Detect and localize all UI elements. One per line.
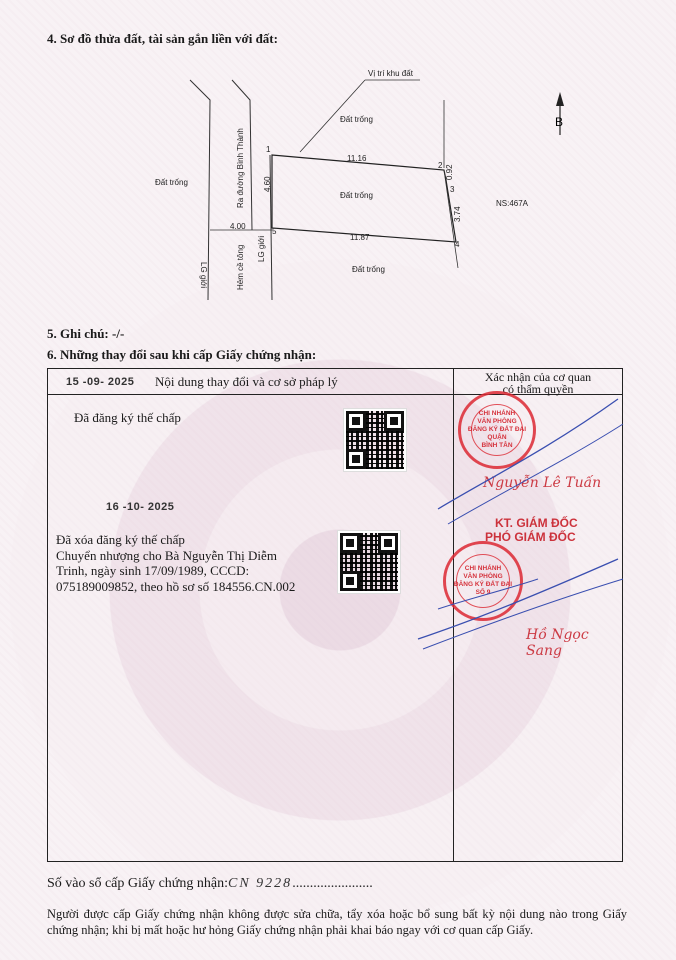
qr-code-2 — [338, 531, 400, 593]
svg-text:Đất trống: Đất trống — [340, 115, 373, 124]
svg-text:LG giới: LG giới — [257, 235, 266, 262]
north-label: B — [555, 115, 564, 129]
svg-text:3: 3 — [450, 185, 455, 194]
certificate-notice: Người được cấp Giấy chứng nhận không được sửa chữa, tẩy xóa hoặc bổ sung bất kỳ nội dung nào trong Giấy chứng nhận; khi bị mất hoặc hư hỏng Giấy chứng nhận phải khai báo ngay với cơ quan cấp Giấy. — [47, 907, 627, 937]
registry-number-line: Số vào sổ cấp Giấy chứng nhận:CN 9228....................... — [47, 876, 373, 891]
official-seal-so-9: CHI NHÁNH VĂN PHÒNG ĐĂNG KÝ ĐẤT ĐAI SỐ 9 — [443, 541, 523, 621]
col2-header: Xác nhận của cơ quan có thẩm quyền — [484, 370, 592, 396]
col1-header: Nội dung thay đổi và cơ sở pháp lý — [155, 374, 338, 389]
entry-mortgage-registered: Đã đăng ký thế chấp — [74, 410, 181, 425]
entry-2-date-stamp: 16 -10- 2025 — [106, 501, 175, 513]
section-5-heading: 5. Ghi chú: -/- — [47, 326, 125, 341]
location-label: Vị trí khu đất — [368, 69, 413, 78]
section-6-heading: 6. Những thay đổi sau khi cấp Giấy chứng nhận: — [47, 347, 317, 362]
section-4-heading: 4. Sơ đồ thửa đất, tài sản gắn liền với đất: — [47, 31, 278, 46]
official-seal-binh-tan: CHI NHÁNH VĂN PHÒNG ĐĂNG KÝ ĐẤT ĐAI QUẬN BÌNH TÂN — [458, 391, 536, 469]
svg-text:3.74: 3.74 — [453, 206, 462, 222]
svg-text:5: 5 — [272, 227, 277, 236]
svg-text:4: 4 — [455, 240, 460, 249]
svg-text:1: 1 — [266, 145, 271, 154]
svg-text:11.16: 11.16 — [347, 154, 367, 163]
deputy-director-title: KT. GIÁM ĐỐC PHÓ GIÁM ĐỐC — [485, 516, 578, 544]
changes-table — [47, 368, 623, 862]
svg-text:4.60: 4.60 — [263, 176, 272, 192]
svg-text:2: 2 — [438, 161, 443, 170]
svg-text:11.87: 11.87 — [350, 233, 370, 242]
entry-transfer: Đã xóa đăng ký thế chấp Chuyển nhượng cho Bà Nguyễn Thị Diễm Trinh, ngày sinh 17/09/1989, CCCD: 075189009852, theo hồ sơ số 184556.CN.002 — [56, 532, 296, 594]
svg-text:0.92: 0.92 — [445, 164, 454, 180]
signature-2: Hồ Ngọc Sang — [526, 627, 589, 659]
land-plot-diagram — [0, 0, 676, 300]
signature-1: Nguyễn Lê Tuấn — [483, 475, 602, 491]
svg-text:4.00: 4.00 — [230, 222, 246, 231]
svg-text:LG giới: LG giới — [199, 262, 208, 289]
svg-text:NS:467A: NS:467A — [496, 199, 529, 208]
svg-text:Ra đường Bình Thành: Ra đường Bình Thành — [236, 128, 245, 208]
svg-text:Đất trống: Đất trống — [155, 178, 188, 187]
registry-number: CN 9228 — [228, 876, 293, 891]
signature-scribble-2 — [408, 539, 628, 659]
header-date-stamp: 15 -09- 2025 — [66, 376, 135, 388]
svg-text:Đất trống: Đất trống — [340, 191, 373, 200]
qr-code-1 — [344, 409, 406, 471]
svg-text:Hẻm cề tông: Hẻm cề tông — [236, 244, 245, 290]
svg-text:Đất trống: Đất trống — [352, 265, 385, 274]
